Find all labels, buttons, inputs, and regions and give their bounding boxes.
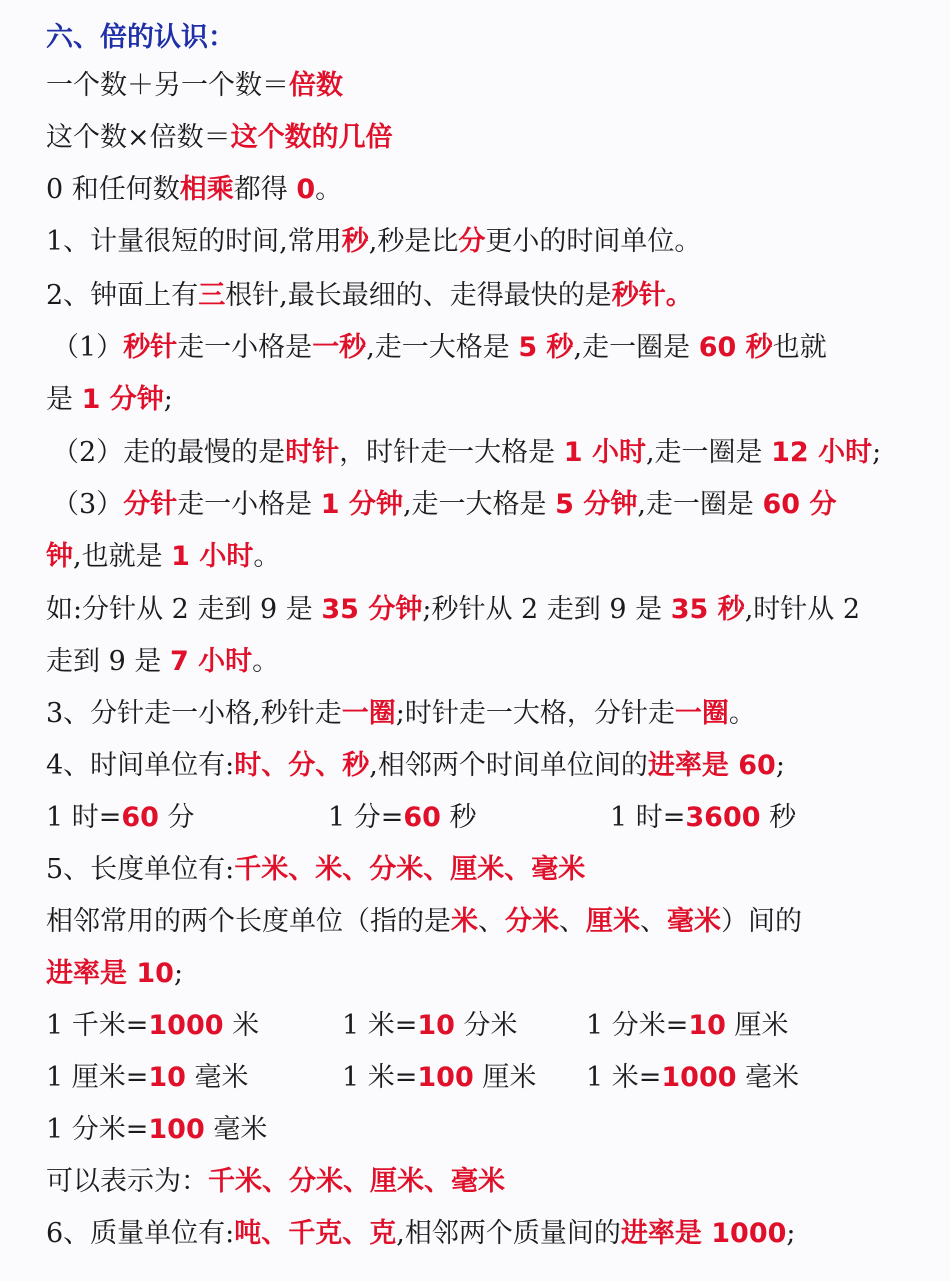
body-text: ;时针走一大格，分针走 [395,698,675,729]
highlight-text: 毫米 [667,906,721,937]
highlight-text: 100 [148,1114,205,1145]
body-text: 1 米= [586,1062,662,1093]
body-text: 厘米 [725,1010,789,1041]
highlight-text: 100 [417,1062,474,1093]
body-text: 根针,最长最细的、走得最快的是 [225,280,612,311]
conversion-item [46,1006,259,1046]
body-text: 如:分针从 2 走到 9 是 [46,594,322,625]
highlight-text: 60 秒 [698,332,773,363]
highlight-text: 1 分钟 [320,489,403,520]
body-text: 、 [640,906,667,937]
highlight-text: 秒 [341,226,369,257]
conversion-item [342,1006,518,1046]
heading-text: 六、倍的认识： [46,22,235,53]
highlight-text: 10 [688,1010,726,1041]
body-text: ; [173,958,184,989]
text-line [52,433,881,473]
highlight-text: 时针 [285,437,340,468]
body-text: 2、钟面上有 [46,280,199,311]
body-text: 走到 9 是 [46,646,170,677]
body-text: （2）走的最慢的是 [52,437,286,468]
highlight-text: 1 小时 [171,541,254,572]
body-text: ; [163,384,173,415]
highlight-text: 厘米 [586,906,640,937]
body-text: 1 时= [46,802,122,833]
body-text: 、 [478,906,505,937]
text-line [52,328,827,368]
body-text: ,也就是 [73,541,172,572]
highlight-text: 分针 [123,489,178,520]
conversion-item [586,1006,789,1046]
highlight-text: 35 秒 [670,594,745,625]
highlight-text: 这个数的几倍 [230,122,393,153]
text-line [46,66,343,106]
body-text: 走一小格是 [177,332,313,363]
text-line [46,1214,796,1254]
highlight-text: 5 分钟 [555,489,638,520]
body-text: 5、长度单位有: [46,854,235,885]
highlight-text: 千米、分米、厘米、毫米 [208,1166,505,1197]
conversion-item [46,1058,249,1098]
body-text: 秒 [760,802,797,833]
body-text: 分米 [454,1010,518,1041]
text-line [46,118,393,158]
highlight-text: 10 [148,1062,186,1093]
body-text: 也就 [772,332,827,363]
text-line [46,694,756,734]
conversion-item [586,1058,799,1098]
body-text: ; [872,437,882,468]
body-text: 1 米= [342,1062,418,1093]
body-text: 分 [158,802,195,833]
text-line [46,170,342,210]
highlight-text: 分米 [505,906,559,937]
text-line [46,1162,505,1202]
body-text: 1 分米= [46,1114,149,1145]
highlight-text: 60 分 [762,489,837,520]
highlight-text: 3600 [685,802,761,833]
body-text: ,秒是比 [368,226,459,257]
body-text: ,走一圈是 [645,437,772,468]
body-text: ,走一圈是 [573,332,699,363]
body-text: 1 千米= [46,1010,149,1041]
body-text: 相邻常用的两个长度单位（指的是 [46,906,451,937]
conversion-item [342,1058,536,1098]
body-text: （1） [52,332,124,363]
text-line [46,642,279,682]
text-line [46,276,693,316]
highlight-text: 倍数 [289,70,343,101]
body-text: 6、质量单位有: [46,1218,235,1249]
body-text: 毫米 [204,1114,268,1145]
highlight-text: 60 [403,802,441,833]
highlight-text: 吨、千克、克 [234,1218,397,1249]
body-text: 。 [252,646,280,677]
body-text: 这个数×倍数＝ [46,122,231,153]
highlight-text: 分 [458,226,486,257]
body-text: 是 [46,384,82,415]
highlight-text: 10 [417,1010,455,1041]
highlight-text: 千米、米、分米、厘米、毫米 [234,854,586,885]
body-text: ;秒针从 2 走到 9 是 [422,594,671,625]
text-line [46,902,802,942]
body-text: ,时针从 2 [744,594,861,625]
highlight-text: 进率是 60 [647,750,776,781]
text-line [46,537,280,577]
highlight-text: 三 [198,280,226,311]
highlight-text: 7 小时 [169,646,253,677]
body-text: 1 米= [342,1010,418,1041]
text-line [46,590,860,630]
text-line [46,746,785,786]
body-text: ,相邻两个质量间的 [396,1218,621,1249]
highlight-text: 12 小时 [771,437,873,468]
highlight-text: 60 [121,802,159,833]
highlight-text: 秒针 [123,332,178,363]
body-text: 可以表示为： [46,1166,208,1197]
body-text: 4、时间单位有: [46,750,235,781]
body-text: 毫米 [185,1062,249,1093]
body-text: ; [775,750,785,781]
body-text: ,相邻两个时间单位间的 [369,750,648,781]
body-text: 3、分针走一小格,秒针走 [46,698,342,729]
highlight-text: 钟 [46,541,73,572]
body-text: 0 和任何数 [46,174,180,205]
conversion-item [46,798,195,838]
body-text: 米 [223,1010,260,1041]
body-text: 。 [253,541,281,572]
highlight-text: 秒针。 [611,280,693,311]
body-text: ,走一大格是 [402,489,556,520]
text-line [46,1110,267,1150]
highlight-text: 进率是 10 [46,958,174,989]
body-text: ; [786,1218,796,1249]
body-text: （3） [52,489,124,520]
highlight-text: 进率是 1000 [620,1218,787,1249]
body-text: 1 时= [610,802,686,833]
body-text: 1 分= [328,802,404,833]
conversion-item [328,798,477,838]
highlight-text: 0 [296,174,316,205]
body-text: ,走一圈是 [637,489,763,520]
highlight-text: 一圈 [341,698,396,729]
body-text: ）间的 [721,906,802,937]
highlight-text: 时、分、秒 [234,750,370,781]
body-text: 、 [559,906,586,937]
text-line [46,850,585,890]
body-text: 走一小格是 [177,489,321,520]
conversion-item [610,798,796,838]
highlight-text: 1000 [661,1062,737,1093]
body-text: 毫米 [736,1062,800,1093]
body-text: 更小的时间单位。 [485,226,702,257]
body-text: 秒 [440,802,477,833]
highlight-text: 5 秒 [518,332,574,363]
body-text: 1 厘米= [46,1062,149,1093]
highlight-text: 35 分钟 [321,594,423,625]
highlight-text: 一圈 [674,698,729,729]
body-text: 都得 [233,174,297,205]
body-text: 厘米 [473,1062,537,1093]
highlight-text: 一秒 [312,332,367,363]
highlight-text: 1 分钟 [81,384,164,415]
highlight-text: 1 小时 [563,437,646,468]
body-text: 。 [728,698,756,729]
text-line [52,485,836,525]
highlight-text: 1000 [148,1010,224,1041]
text-line [46,954,183,994]
body-text: 。 [315,174,343,205]
text-line [46,222,701,262]
section-heading [46,18,235,58]
body-text: 一个数＋另一个数＝ [46,70,289,101]
body-text: ，时针走一大格是 [339,437,564,468]
body-text: ,走一大格是 [366,332,519,363]
highlight-text: 相乘 [179,174,234,205]
highlight-text: 米 [451,906,478,937]
body-text: 1 分米= [586,1010,689,1041]
text-line [46,380,173,420]
body-text: 1、计量很短的时间,常用 [46,226,342,257]
